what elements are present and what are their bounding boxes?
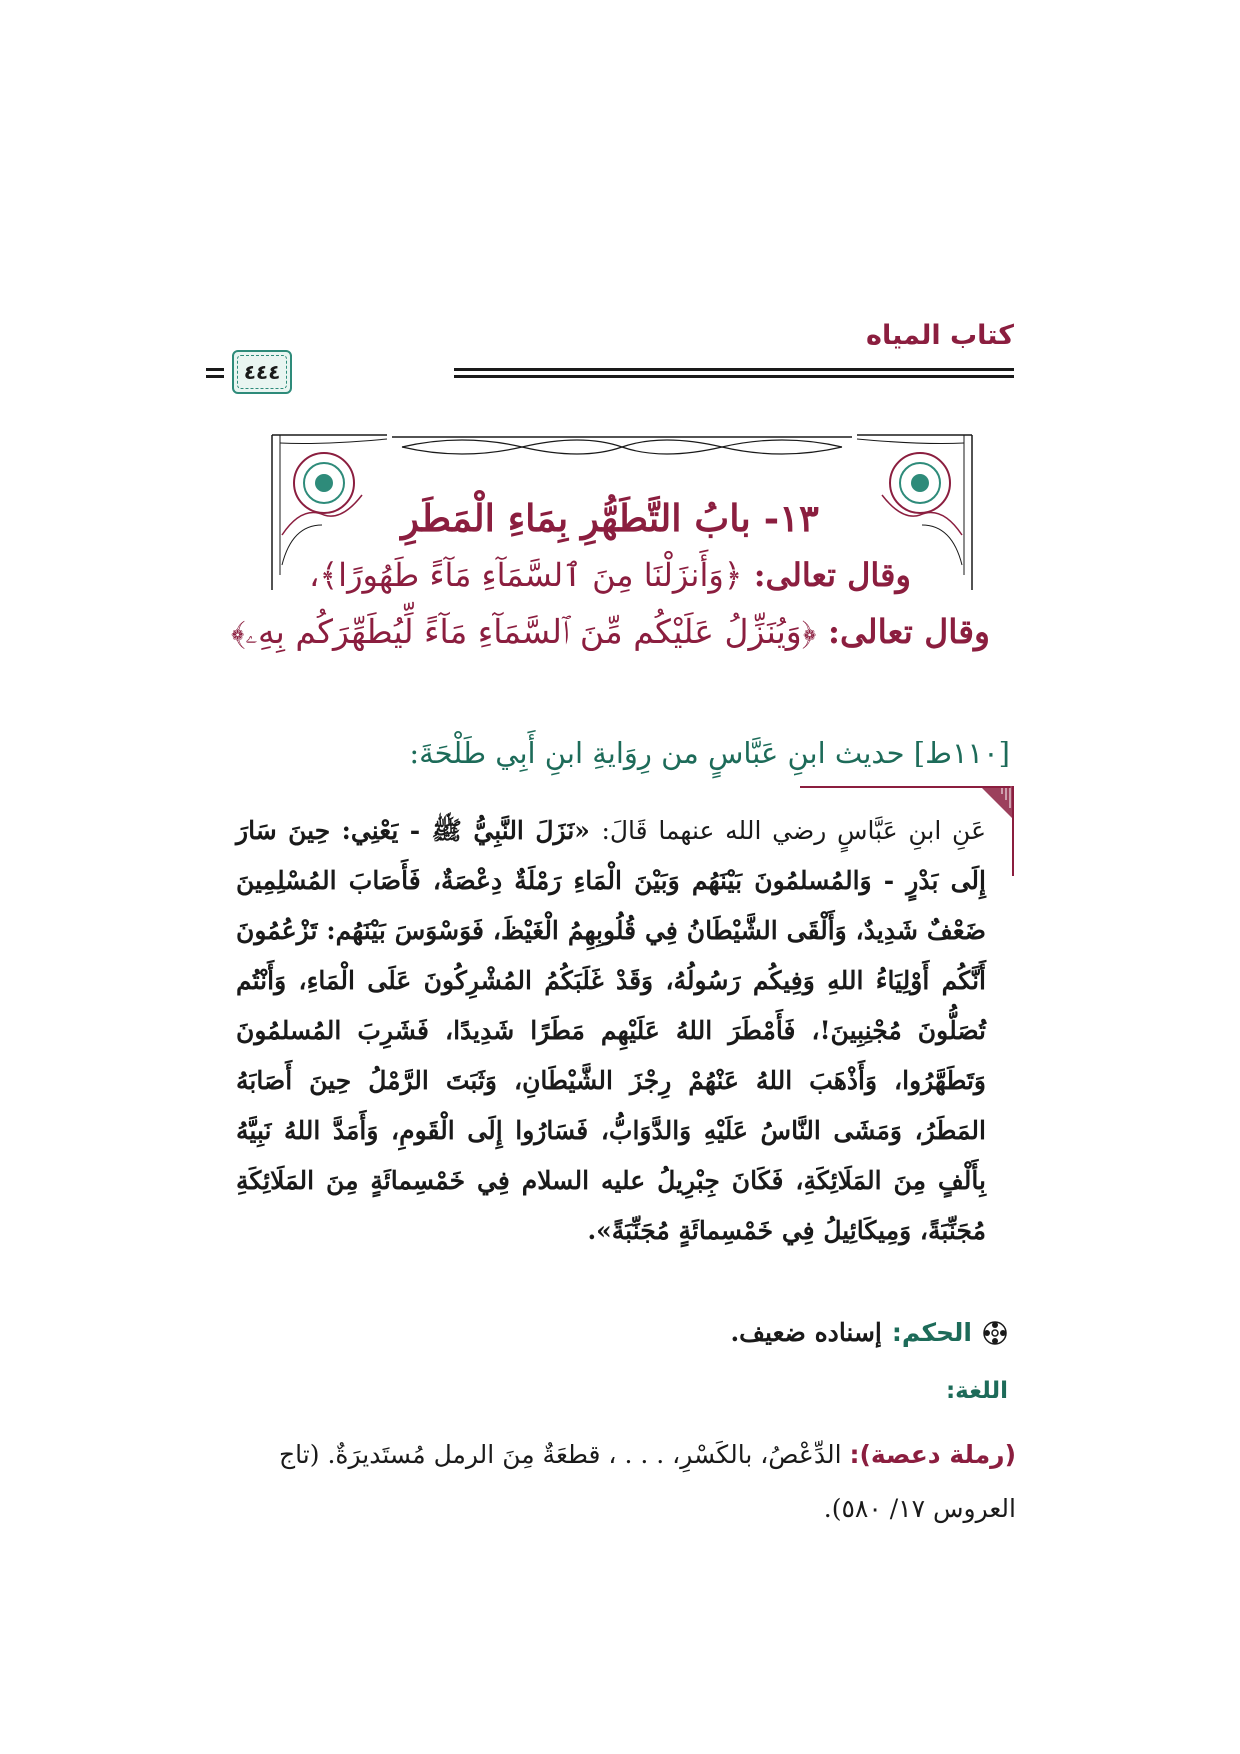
hadith-body: «نَزَلَ النَّبِيُّ ﷺ - يَعْنِي: حِينَ سَارَ إِلَى بَدْرٍ - وَالمُسلمُونَ بَيْنَهُم وَبَيْنَ الْمَاءِ رَمْلَةٌ دِعْصَةٌ، فَأَصَابَ المُسْلِمِينَ ضَعْفٌ شَدِيدٌ، وَأَلْقَى الشَّيْطَانُ فِي قُلُوبِهِمُ الْغَيْظَ، فَوَسْوَسَ بَيْنَهُم: تَزْعُمُونَ أَنَّكُم أَوْلِيَاءُ اللهِ وَفِيكُم رَسُولُهُ، وَقَدْ غَلَبَكُمُ المُشْرِكُونَ عَلَى الْمَاءِ، وَأَنْتُم تُصَلُّونَ مُجْنِبِينَ!، فَأَمْطَرَ اللهُ عَلَيْهِم مَطَرًا شَدِيدًا، فَشَرِبَ المُسلمُونَ وَتَطَهَّرُوا، وَأَذْهَبَ اللهُ عَنْهُمْ رِجْزَ الشَّيْطَانِ، وَثَبَتَ الرَّمْلُ حِينَ أَصَابَهُ المَطَرُ، وَمَشَى النَّاسُ عَلَيْهِ وَالدَّوَابُّ، فَسَارُوا إِلَى الْقَومِ، وَأَمَدَّ اللهُ نَبِيَّهُ بِأَلْفٍ مِنَ المَلَائِكَةِ، فَكَانَ جِبْرِيلُ عليه السلام فِي خَمْسِمائَةٍ مِنَ المَلَائِكَةِ مُجَنِّبَةً، وَمِيكَائِيلُ فِي خَمْسِمائَةٍ مُجَنِّبَةً».: [236, 816, 986, 1245]
ruling-label: الحكم:: [891, 1318, 972, 1347]
running-header: [206, 320, 1014, 384]
lexicon-heading: اللغة:: [945, 1378, 1008, 1404]
hadith-text: [236, 806, 986, 1256]
quran-verse: ﴿وَأَنزَلْنَا مِنَ ٱلسَّمَآءِ مَآءً طَهُورًا﴾،: [309, 556, 743, 594]
header-rule: [206, 375, 224, 378]
chapter-title: ١٣- بابُ التَّطَهُّرِ بِمَاءِ الْمَطَرِ: [401, 496, 819, 540]
lexicon-term: (رملة دعصة):: [849, 1440, 1016, 1469]
ruling: [730, 1318, 1008, 1347]
hadith-lead: عَنِ ابنِ عَبَّاسٍ رضي الله عنهما قَالَ:: [601, 816, 987, 845]
box-rule: [800, 786, 1010, 788]
verse-intro: وقال تعالى:: [753, 556, 911, 594]
lexicon-definition: الدِّعْصُ، بالكَسْرِ، . . . ، قطعَةٌ مِنَ الرمل مُستَديرَةٌ. (تاج العروس ١٧/ ٥٨٠).: [279, 1440, 1016, 1523]
hadith-heading: [١١٠ط] حديث ابنِ عَبَّاسٍ من رِوَايةِ ابنِ أَبِي طَلْحَةَ:: [409, 736, 1010, 770]
ruling-value: إسناده ضعيف.: [730, 1318, 882, 1347]
verse-line-1: [206, 556, 1014, 594]
book-title: كتاب المياه: [866, 320, 1014, 351]
verse-line-2: [210, 612, 990, 652]
header-rule: [206, 368, 224, 371]
page-number: ٤٤٤: [243, 360, 281, 384]
header-rule: [454, 368, 1014, 371]
header-rule: [454, 375, 1014, 378]
verse-intro: وقال تعالى:: [827, 612, 990, 651]
quran-verse: ﴿وَيُنَزِّلُ عَلَيْكُم مِّنَ ٱلسَّمَآءِ مَآءً لِّيُطَهِّرَكُم بِهِۦ﴾: [230, 612, 817, 651]
hadith-box: [224, 786, 1014, 1316]
page-number-badge: [232, 350, 292, 394]
flower-ornament-icon: [982, 1320, 1008, 1346]
lexicon-entry: [226, 1428, 1016, 1536]
